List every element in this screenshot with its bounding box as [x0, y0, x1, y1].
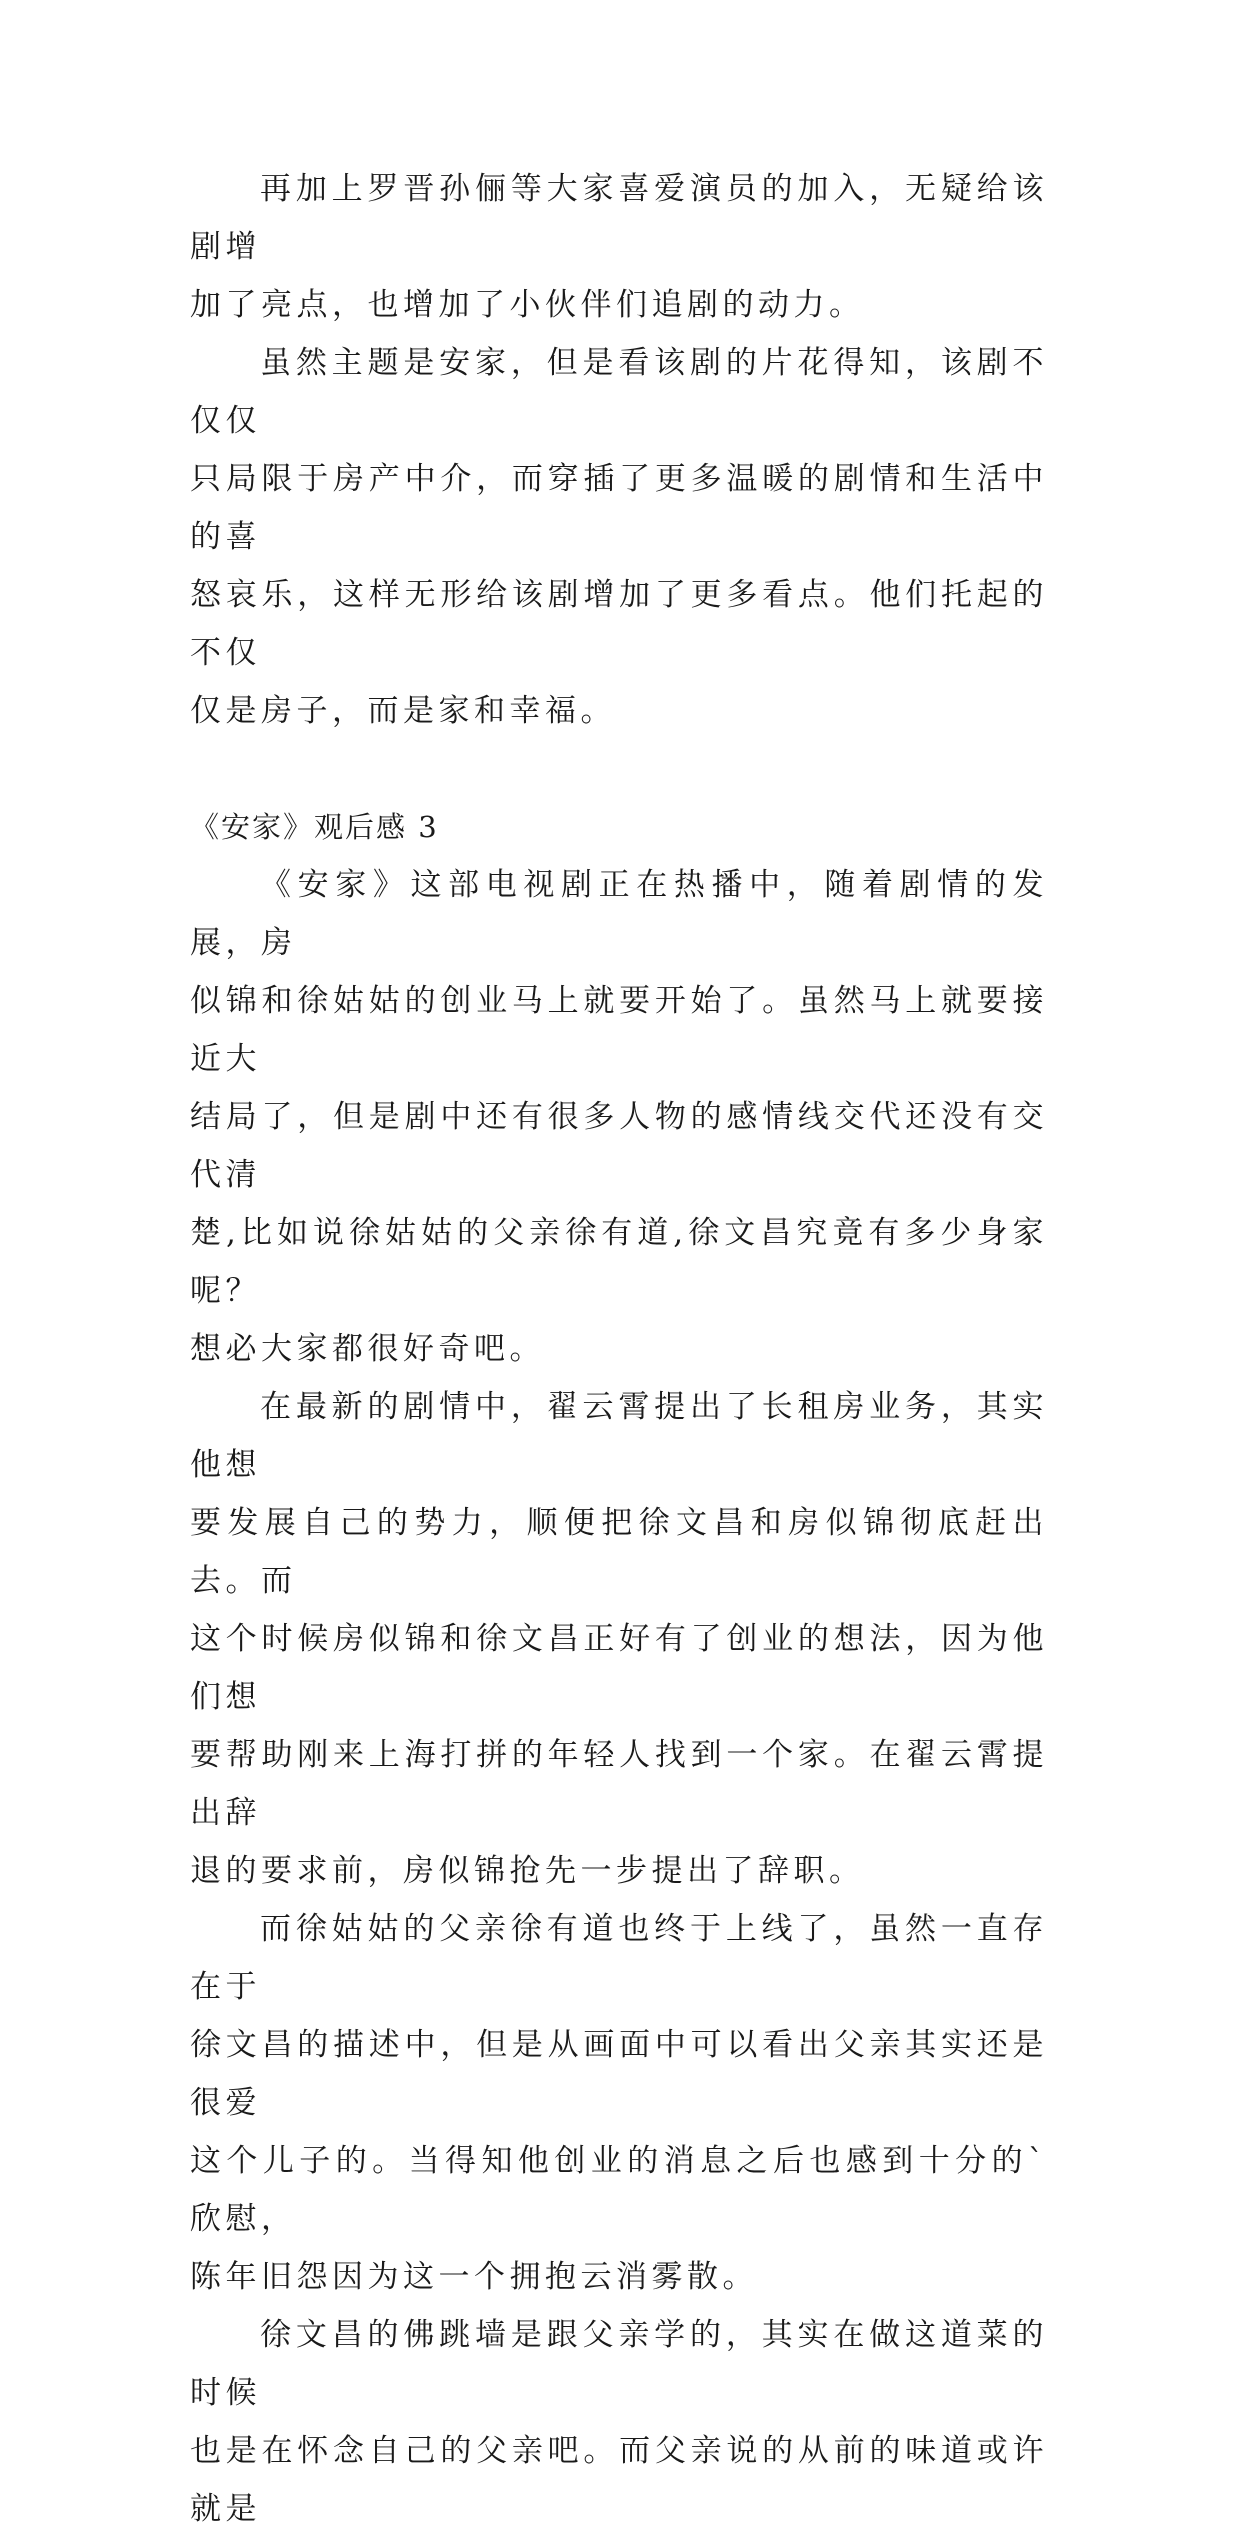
paragraph: 《安家》这部电视剧正在热播中，随着剧情的发展，房 似锦和徐姑姑的创业马上就要开始了。虽然马上就要接近大 结局了，但是剧中还有很多人物的感情线交代还没有交代清 楚,比如说徐姑姑的父亲徐有道,徐文昌究竟有多少身家呢？ 想必大家都很好奇吧。 — [190, 867, 1048, 1367]
paragraph: 而徐姑姑的父亲徐有道也终于上线了，虽然一直存在于 徐文昌的描述中，但是从画面中可以看出父亲其实还是很爱 这个儿子的。当得知他创业的消息之后也感到十分的`欣慰， 陈年旧怨因为这一个拥抱云消雾散。 — [190, 1911, 1048, 2295]
document-body — [190, 160, 1048, 2538]
paragraph: 虽然主题是安家，但是看该剧的片花得知，该剧不仅仅 只局限于房产中介，而穿插了更多温暖的剧情和生活中的喜 怒哀乐，这样无形给该剧增加了更多看点。他们托起的不仅 仅是房子，而是家和幸福。 — [190, 345, 1048, 729]
paragraph: 再加上罗晋孙俪等大家喜爱演员的加入，无疑给该剧增 加了亮点，也增加了小伙伴们追剧的动力。 — [190, 171, 1048, 323]
section-spacer — [190, 740, 1048, 798]
section-title: 《安家》观后感 3 — [190, 810, 439, 844]
paragraph: 徐文昌的佛跳墙是跟父亲学的，其实在做这道菜的时候 也是在怀念自己的父亲吧。而父亲说的从前的味道或许就是 — [190, 2317, 1048, 2527]
paragraph: 在最新的剧情中，翟云霄提出了长租房业务，其实他想 要发展自己的势力，顺便把徐文昌和房似锦彻底赶出去。而 这个时候房似锦和徐文昌正好有了创业的想法，因为他们想 要帮助刚来上海打拼的年轻人找到一个家。在翟云霄提出辞 退的要求前，房似锦抢先一步提出了辞职。 — [190, 1389, 1048, 1889]
